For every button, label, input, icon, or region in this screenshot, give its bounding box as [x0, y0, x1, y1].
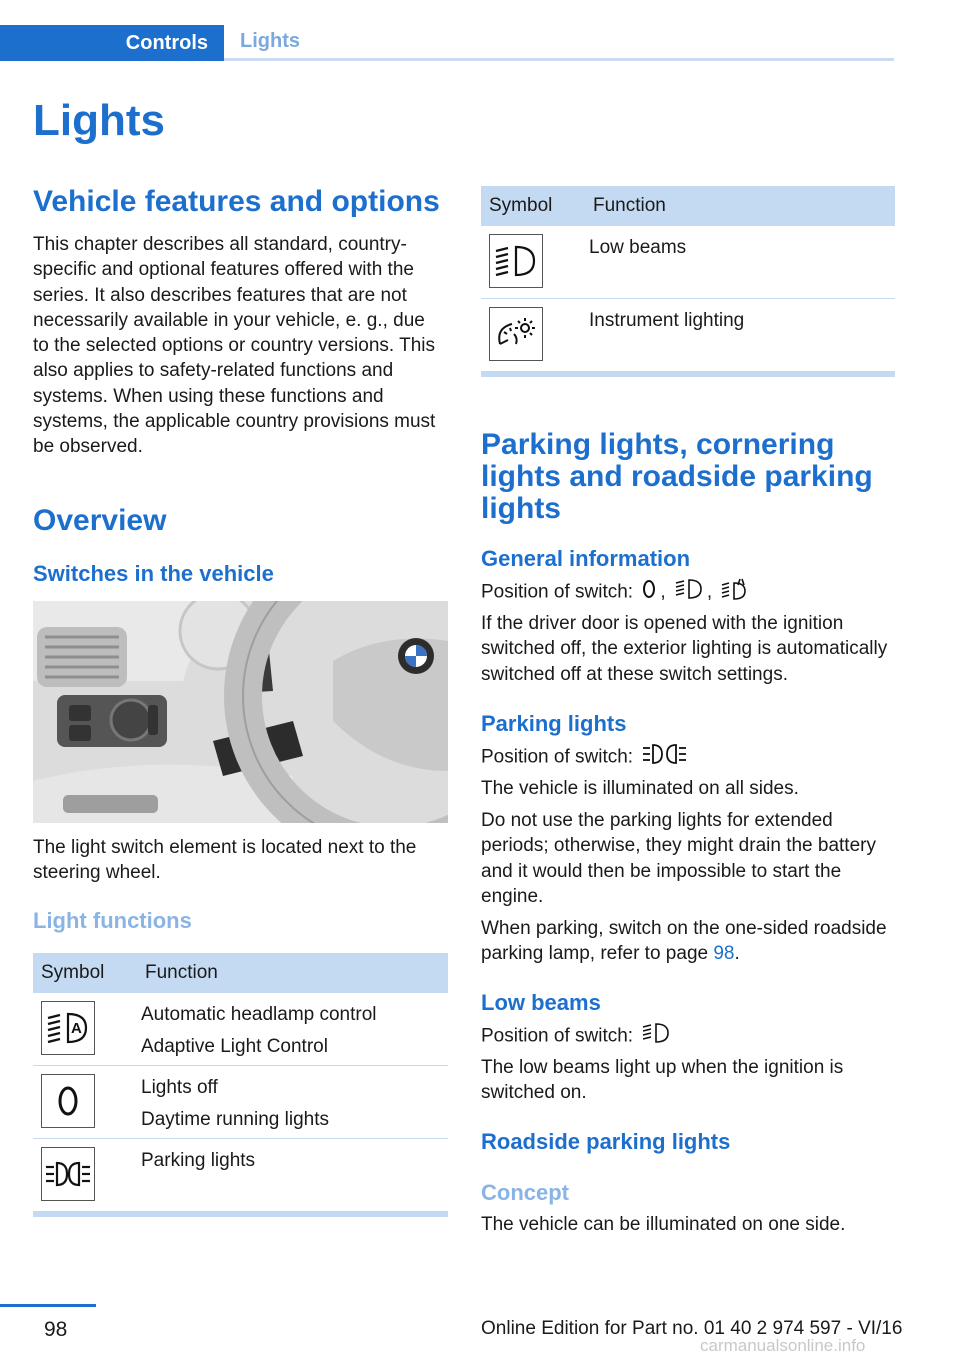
light-functions-table	[33, 953, 448, 1217]
heading-parking-lights-section: Parking lights, cornering lights and roadside parking lights	[481, 428, 873, 525]
low-beams-icon	[489, 234, 543, 288]
position-of-switch-low-beams	[481, 1022, 895, 1051]
table-header-row	[33, 953, 448, 993]
function-cell	[137, 1066, 448, 1139]
low-beams-icon	[675, 578, 703, 607]
function-cell	[137, 993, 448, 1066]
table-row	[481, 226, 895, 299]
heading-concept: Concept	[481, 1180, 569, 1205]
light-functions-table-continued	[481, 186, 895, 377]
separator-comma: ,	[706, 581, 713, 603]
function-cell	[585, 299, 895, 372]
paragraph-parking-illuminated: The vehicle is illuminated on all sides.	[481, 778, 799, 799]
separator-comma: ,	[660, 581, 666, 603]
paragraph-low-beams: The low beams light up when the ignition is switched on.	[481, 1057, 844, 1104]
position-label: Position of switch:	[481, 746, 634, 768]
symbol-cell	[33, 1139, 137, 1212]
function-cell	[585, 226, 895, 299]
parking-lights-icon	[41, 1147, 95, 1201]
table-row	[33, 1139, 448, 1212]
heading-parking-lights: Parking lights	[481, 711, 627, 736]
heading-low-beams: Low beams	[481, 990, 601, 1015]
function-line: Low beams	[589, 237, 687, 258]
page-reference-link[interactable]: 98	[713, 943, 735, 965]
symbol-cell	[33, 1066, 137, 1139]
paragraph-parking-roadside-ref	[481, 916, 895, 967]
light-switch-photo	[33, 601, 448, 823]
heading-vehicle-features: Vehicle features and options	[33, 185, 440, 218]
lights-off-icon	[642, 578, 656, 607]
table-row	[481, 299, 895, 372]
auto-headlamp-icon	[41, 1001, 95, 1055]
page-title: Lights	[33, 96, 165, 145]
paragraph-switch-location: The light switch element is located next to the steering wheel.	[33, 837, 417, 884]
paragraph-vehicle-features: This chapter describes all standard, country-specific and optional features offered with the series. It also describes features that are not necessarily available in your vehicle, e. g., due to the selected options or country versions. This also applies to safety-related functions and systems. When using these functions and systems, the applicable country provisions must be observed.	[33, 234, 436, 458]
symbol-cell	[481, 226, 585, 299]
watermark: carmanualsonline.info	[700, 1336, 866, 1355]
symbol-cell	[481, 299, 585, 372]
low-beams-icon	[642, 1022, 670, 1051]
heading-overview: Overview	[33, 504, 167, 537]
table-bottom-rule	[33, 1212, 448, 1217]
lights-off-icon	[41, 1074, 95, 1128]
function-line: Parking lights	[141, 1150, 256, 1171]
paragraph-concept: The vehicle can be illuminated on one side.	[481, 1214, 846, 1235]
table-row	[33, 993, 448, 1066]
auto-headlamp-icon	[721, 578, 749, 607]
function-line: Automatic headlamp control	[141, 1004, 377, 1025]
column-header-symbol: Symbol	[33, 953, 137, 993]
function-line: Daytime running lights	[141, 1109, 329, 1130]
column-header-function: Function	[137, 953, 448, 993]
svg-text:A: A	[71, 1020, 82, 1037]
table-row	[33, 1066, 448, 1139]
header-tab-controls[interactable]: Controls	[0, 25, 224, 61]
table-header-row	[481, 186, 895, 226]
function-cell	[137, 1139, 448, 1212]
table-bottom-rule	[481, 372, 895, 377]
position-of-switch-parking	[481, 743, 895, 772]
parking-ref-period: .	[734, 943, 740, 965]
steering-wheel-illustration	[33, 601, 448, 823]
heading-roadside-parking-lights: Roadside parking lights	[481, 1129, 731, 1154]
column-header-symbol: Symbol	[481, 186, 585, 226]
function-line: Lights off	[141, 1077, 218, 1098]
heading-light-functions: Light functions	[33, 908, 192, 933]
position-label: Position of switch:	[481, 1025, 634, 1047]
parking-ref-text: When parking, switch on the one-sided roadside parking lamp, refer to page	[481, 918, 887, 965]
symbol-cell	[33, 993, 137, 1066]
column-header-function: Function	[585, 186, 895, 226]
function-line: Adaptive Light Control	[141, 1036, 328, 1057]
header-tab-lights[interactable]: Lights	[224, 25, 894, 61]
function-line: Instrument lighting	[589, 310, 745, 331]
page-number: 98	[44, 1318, 68, 1341]
paragraph-parking-warning: Do not use the parking lights for extended periods; otherwise, they might drain the battery and it would then be impossible to start the engine.	[481, 810, 876, 907]
parking-lights-icon	[642, 743, 688, 772]
heading-switches-in-vehicle: Switches in the vehicle	[33, 561, 274, 586]
position-of-switch-general	[481, 578, 895, 607]
instrument-lighting-icon	[489, 307, 543, 361]
edition-note: Online Edition for Part no. 01 40 2 974 597 - VI/16	[481, 1318, 903, 1339]
position-label: Position of switch:	[481, 581, 634, 603]
footer-rule	[0, 1304, 96, 1307]
heading-general-information: General information	[481, 546, 691, 571]
paragraph-general-information: If the driver door is opened with the ignition switched off, the exterior lighting is automatically switched off at these switch settings.	[481, 613, 888, 685]
